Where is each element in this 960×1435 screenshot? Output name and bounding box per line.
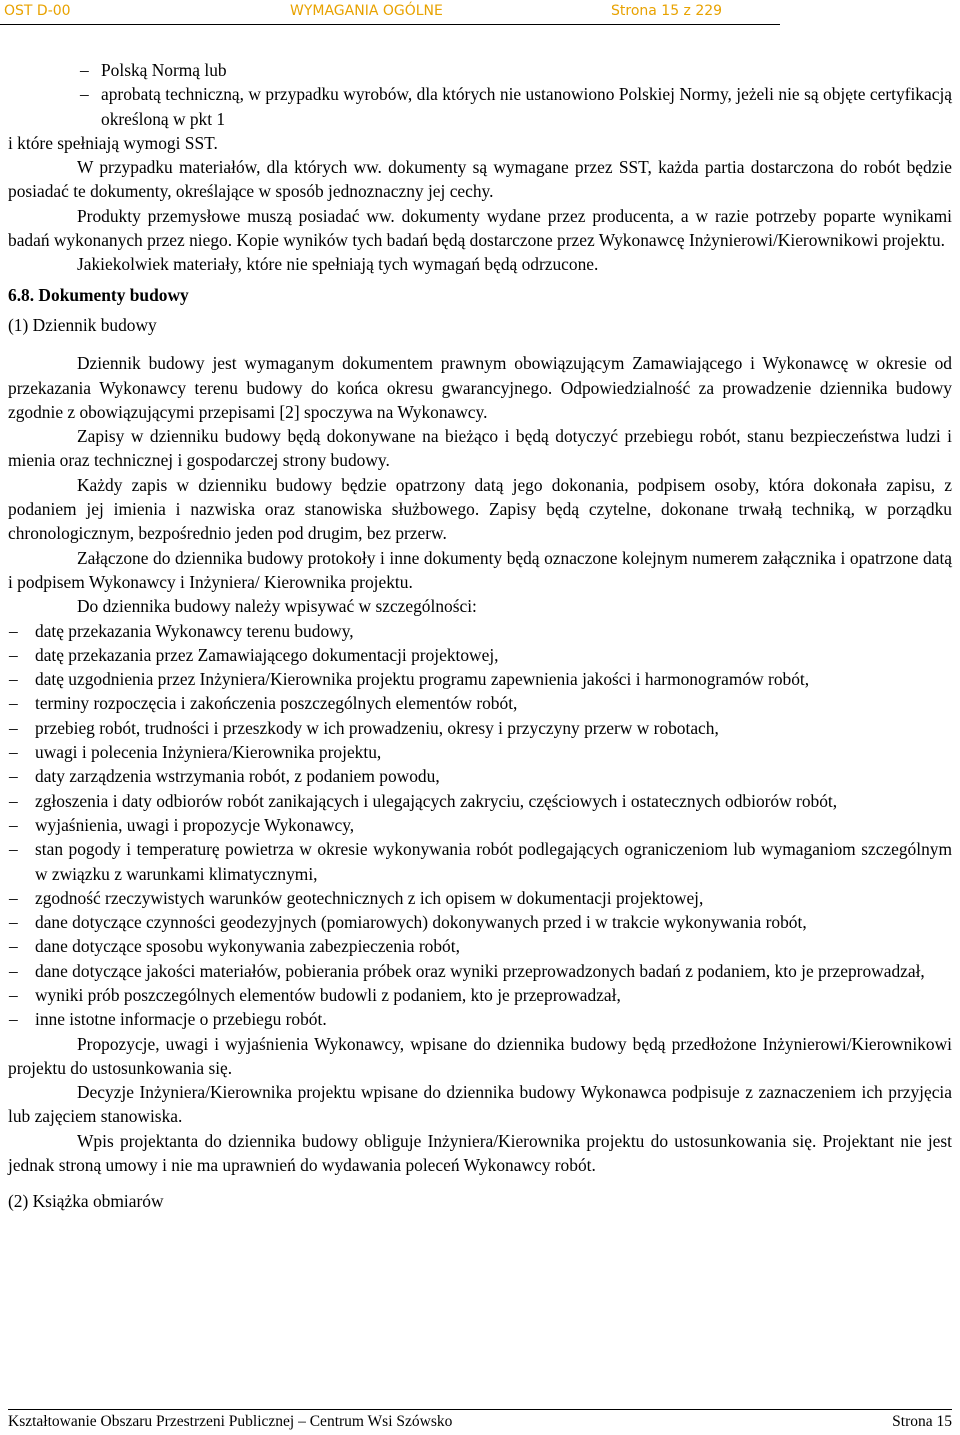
list-item: – wyniki prób poszczególnych elementów budowli z podaniem, kto je przeprowadzał,	[8, 983, 952, 1007]
list-item: – przebieg robót, trudności i przeszkody w ich prowadzeniu, okresy i przyczyny przerw w robotach,	[8, 716, 952, 740]
list-item: – datę uzgodnienia przez Inżyniera/Kierownika projektu programu zapewnienia jakości i harmonogramów robót,	[8, 667, 952, 691]
subsection-heading: (2) Książka obmiarów	[8, 1191, 164, 1212]
paragraph: Dziennik budowy jest wymaganym dokumentem prawnym obowiązującym Zamawiającego i Wykonawcę w okresie od przekazania Wykonawcy terenu budowy do końca okresu gwarancyjnego. Odpowiedzialność za prowadzenie dziennika budowy zgodnie z obowiązującymi przepisami [2] spoczywa na Wykonawcy.	[8, 353, 952, 422]
paragraph: Każdy zapis w dzienniku budowy będzie opatrzony datą jego dokonania, podpisem osoby, która dokonała zapisu, z podaniem jej imienia i nazwiska oraz stanowiska służbowego. Zapisy będą czytelne, dokonane trwałą techniką, w porządku chronologicznym, bezpośrednio jeden pod drugim, bez przerw.	[8, 474, 952, 544]
list-item: – daty zarządzenia wstrzymania robót, z podaniem powodu,	[8, 764, 952, 788]
paragraph: Produkty przemysłowe muszą posiadać ww. dokumenty wydane przez producenta, a w razie potrzeby poparte wynikami badań wykonanych przez niego. Kopie wyników tych badań będą dostarczone przez Wykonawcę Inżynierowi/Kierownikowi projektu.	[8, 205, 952, 251]
list-item: – datę przekazania Wykonawcy terenu budowy,	[8, 619, 952, 643]
header-title: WYMAGANIA OGÓLNE	[290, 3, 443, 19]
list-item: – terminy rozpoczęcia i zakończenia poszczególnych elementów robót,	[8, 691, 952, 715]
list-item: – wyjaśnienia, uwagi i propozycje Wykonawcy,	[8, 813, 952, 837]
list-item: – zgłoszenia i daty odbiorów robót zanikających i ulegających zakryciu, częściowych i ostatecznych odbiorów robót,	[8, 789, 952, 813]
subsection-heading: (1) Dziennik budowy	[8, 314, 157, 335]
document-body	[8, 58, 952, 1214]
intro-continuation: i które spełniają wymogi SST.	[8, 132, 218, 153]
header-doc-code: OST D-00	[4, 3, 71, 19]
paragraph: Jakiekolwiek materiały, które nie spełniają tych wymagań będą odrzucone.	[77, 254, 599, 275]
list-item: – dane dotyczące sposobu wykonywania zabezpieczenia robót,	[8, 934, 952, 958]
list-item: – dane dotyczące czynności geodezyjnych (pomiarowych) dokonywanych przed i w trakcie wykonywania robót,	[8, 910, 952, 934]
paragraph: Decyzje Inżyniera/Kierownika projektu wpisane do dziennika budowy Wykonawca podpisuje z zaznaczeniem ich przyjęcia lub zajęciem stanowiska.	[8, 1082, 952, 1127]
paragraph: Propozycje, uwagi i wyjaśnienia Wykonawcy, wpisane do dziennika budowy będą przedłożone Inżynierowi/Kierownikowi projektu do ustosunkowania się.	[8, 1033, 952, 1078]
header-page-number: Strona 15 z 229	[611, 3, 723, 19]
list-item: – datę przekazania przez Zamawiającego dokumentacji projektowej,	[8, 643, 952, 667]
footer-page-number: Strona 15	[892, 1413, 952, 1430]
paragraph: Zapisy w dzienniku budowy będą dokonywane na bieżąco i będą dotyczyć przebiegu robót, stanu bezpieczeństwa ludzi i mienia oraz technicznej i gospodarczej strony budowy.	[8, 426, 952, 471]
list-item: – inne istotne informacje o przebiegu robót.	[8, 1007, 952, 1031]
paragraph: W przypadku materiałów, dla których ww. dokumenty są wymagane przez SST, każda partia dostarczona do robót będzie posiadać te dokumenty, określające w sposób jednoznaczny jej cechy.	[8, 157, 952, 202]
page-footer	[8, 1409, 952, 1435]
footer-project-title: Kształtowanie Obszaru Przestrzeni Publicznej – Centrum Wsi Szówsko	[8, 1413, 453, 1430]
paragraph: Do dziennika budowy należy wpisywać w szczególności:	[77, 596, 477, 617]
entries-list	[8, 619, 952, 1032]
section-heading: 6.8. Dokumenty budowy	[8, 284, 189, 305]
list-item: – dane dotyczące jakości materiałów, pobierania próbek oraz wyniki przeprowadzonych badań z podaniem, kto je przeprowadzał,	[8, 959, 952, 983]
intro-dash-item: – aprobatą techniczną, w przypadku wyrobów, dla których nie ustanowiono Polskiej Normy, jeżeli nie są objęte certyfikacją określoną w pkt 1	[8, 82, 952, 131]
page-header	[0, 0, 780, 25]
list-item: – stan pogody i temperaturę powietrza w okresie wykonywania robót podlegających ograniczeniom lub wymaganiom szczególnym w związku z warunkami klimatycznymi,	[8, 837, 952, 886]
list-item: – uwagi i polecenia Inżyniera/Kierownika projektu,	[8, 740, 952, 764]
intro-dash-item: – Polską Normą lub	[8, 58, 952, 82]
list-item: – zgodność rzeczywistych warunków geotechnicznych z ich opisem w dokumentacji projektowej,	[8, 886, 952, 910]
paragraph: Załączone do dziennika budowy protokoły i inne dokumenty będą oznaczone kolejnym numerem załącznika i opatrzone datą i podpisem Wykonawcy i Inżyniera/ Kierownika projektu.	[8, 547, 952, 592]
paragraph: Wpis projektanta do dziennika budowy obliguje Inżyniera/Kierownika projektu do ustosunkowania się. Projektant nie jest jednak stroną umowy i nie ma uprawnień do wydawania poleceń Wykonawcy robót.	[8, 1130, 952, 1176]
